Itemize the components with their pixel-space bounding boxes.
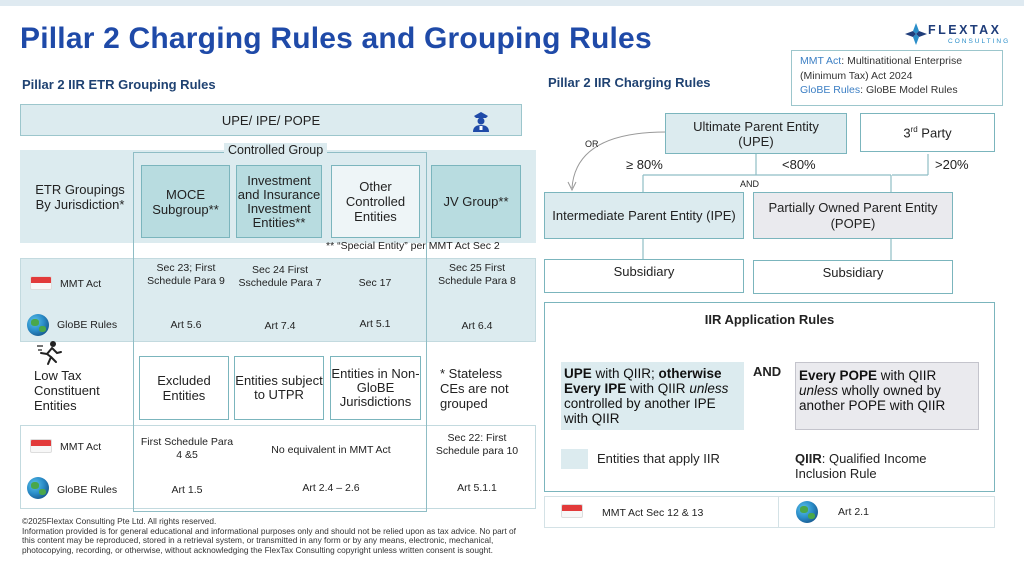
singapore-flag-icon — [561, 504, 583, 518]
rule1-every-ipe: otherwise Every IPE — [564, 366, 722, 396]
footer-copyright: ©2025Flextax Consulting Pte Ltd. All rights reserved. — [22, 516, 217, 526]
upe-box — [665, 113, 847, 154]
third-party-label — [903, 125, 951, 140]
moce-subgroup-label: MOCE Subgroup** — [152, 186, 219, 217]
non-globe-box — [330, 356, 421, 420]
pope-box — [753, 192, 953, 239]
rule1-t3: controlled by another IPE with QIIR — [564, 396, 716, 426]
row1-mmt-label: MMT Act — [60, 278, 102, 290]
globe-icon — [27, 314, 49, 336]
def-mmt-value: : Multinatitional Enterprise (Minimum Tax) Act 2024 — [800, 55, 963, 82]
flextax-logo-icon — [904, 22, 928, 46]
rule-pope-box — [795, 362, 979, 430]
special-entity-note: ** “Special Entity” per MMT Act Sec 2 — [326, 240, 500, 252]
singapore-flag-icon — [30, 276, 52, 290]
third-party-box — [860, 113, 995, 152]
rule2-t1: with QIIR — [877, 368, 937, 383]
pct-ge80: ≥ 80% — [626, 157, 663, 172]
row2-mmt-excluded: First Schedule Para 4 &5 — [140, 436, 234, 461]
jv-group-box — [431, 165, 521, 238]
logo-subtitle: CONSULTING — [948, 38, 1011, 45]
qiir-definition — [795, 451, 975, 481]
footer-disclaimer: Information provided is for general educational and informational purposes only and should not be relied upon as tax advice. No part of this content may be reproduced, stored in a retrieval system, or transmitted in any form or by any means, electronic, mechanical, photocopying, recording, or otherwise, without acknowledging the FlexTax Consulting copyright unless written consent is sought. — [22, 525, 516, 555]
ipe-box — [544, 192, 744, 239]
pct-gt20: >20% — [935, 157, 969, 172]
globe-icon — [27, 477, 49, 499]
top-accent-bar — [0, 0, 1024, 6]
legend-swatch — [561, 449, 588, 469]
running-person-icon — [36, 340, 64, 366]
rule2-every-pope: Every POPE — [799, 368, 878, 383]
moce-subgroup-box — [141, 165, 230, 238]
excluded-entities-box — [139, 356, 229, 420]
row1-mmt-investment: Sec 24 First Sschedule Para 7 — [238, 264, 322, 289]
pct-lt80: <80% — [782, 157, 816, 172]
rule-upe-ipe-text — [564, 366, 741, 426]
row1-globe-jv: Art 6.4 — [461, 320, 493, 332]
qiir-value: : Qualified Income Inclusion Rule — [795, 451, 927, 481]
definitions-box — [791, 50, 1003, 106]
logo-name: FLEXTAX — [928, 23, 1002, 37]
subsidiary-label-2: Subsidiary — [822, 265, 884, 280]
rule2-t2: wholly owned by another POPE with QIIR — [799, 383, 946, 413]
row2-mmt-label: MMT Act — [60, 441, 102, 453]
upe-label: Ultimate Parent Entity (UPE) — [693, 118, 819, 149]
officer-icon — [469, 109, 493, 133]
low-tax-label: Low Tax Constituent Entities — [34, 368, 100, 413]
legend-label: Entities that apply IIR — [597, 451, 720, 466]
other-controlled-label: Other Controlled Entities — [345, 179, 406, 224]
right-heading: Pillar 2 IIR Charging Rules — [548, 75, 711, 90]
third-party-sup: rd — [910, 124, 918, 134]
utpr-entities-label: Entities subject to UTPR — [235, 373, 323, 402]
row2-globe-label: GloBE Rules — [57, 484, 118, 496]
jv-group-label: JV Group** — [443, 194, 509, 209]
row1-globe-label: GloBE Rules — [57, 319, 118, 331]
upe-ipe-pope-bar — [20, 104, 522, 136]
rule1-upe: UPE — [564, 366, 592, 381]
rule-and-label: AND — [753, 364, 782, 379]
rule1-t2: with QIIR — [626, 381, 690, 396]
refs-divider — [778, 496, 779, 528]
def-globe-key: GloBE Rules — [800, 84, 861, 96]
page-title: Pillar 2 Charging Rules and Grouping Rules — [20, 22, 652, 55]
pope-label: Partially Owned Parent Entity (POPE) — [768, 199, 938, 231]
investment-entities-label: Investment and Insurance Investment Entities** — [237, 172, 321, 230]
charging-mmt-ref: MMT Act Sec 12 & 13 — [602, 507, 704, 519]
third-party-text: Party — [917, 125, 952, 141]
or-label: OR — [585, 139, 599, 149]
footer — [22, 517, 522, 555]
rule-pope-text — [799, 368, 975, 413]
excluded-entities-label: Excluded Entities — [157, 373, 211, 403]
subsidiary-label-1: Subsidiary — [613, 264, 675, 279]
row1-globe-other: Art 5.1 — [359, 318, 391, 330]
left-heading: Pillar 2 IIR ETR Grouping Rules — [22, 77, 216, 92]
row1-mmt-moce: Sec 23; First Schedule Para 9 — [147, 262, 225, 287]
etr-grouping-label: ETR Groupings By Jurisdiction* — [35, 182, 125, 212]
row2-globe-stateless: Art 5.1.1 — [457, 482, 497, 494]
controlled-group-label: Controlled Group — [224, 143, 327, 157]
row1-globe-investment: Art 7.4 — [264, 320, 296, 332]
row2-mmt-no-equivalent: No equivalent in MMT Act — [271, 444, 391, 456]
subsidiary-box-1 — [544, 259, 744, 293]
qiir-key: QIIR — [795, 451, 822, 466]
globe-icon — [796, 501, 818, 523]
rule1-t1: with QIIR; — [591, 366, 659, 381]
ipe-label: Intermediate Parent Entity (IPE) — [552, 207, 736, 223]
row1-mmt-other: Sec 17 — [358, 277, 392, 289]
stateless-note: * Stateless CEs are not grouped — [440, 366, 509, 411]
and-connector-label: AND — [740, 179, 760, 189]
third-party-num: 3 — [903, 125, 911, 141]
rule1-unless: unless — [689, 381, 729, 396]
other-controlled-box — [331, 165, 420, 238]
upe-bar-label: UPE/ IPE/ POPE — [221, 113, 321, 128]
utpr-entities-box — [234, 356, 324, 420]
row1-mmt-jv: Sec 25 First Schedule Para 8 — [438, 262, 516, 287]
rule-upe-ipe-box — [561, 362, 744, 430]
rule2-unless: unless — [799, 383, 839, 398]
row2-globe-mid: Art 2.4 – 2.6 — [302, 482, 360, 494]
row1-globe-moce: Art 5.6 — [170, 319, 202, 331]
investment-entities-box — [236, 165, 322, 238]
row2-mmt-stateless: Sec 22: First Schedule para 10 — [435, 432, 519, 457]
singapore-flag-icon — [30, 439, 52, 453]
subsidiary-box-2 — [753, 260, 953, 294]
def-globe-value: : GloBE Model Rules — [860, 84, 958, 96]
def-mmt-key: MMT Act — [800, 55, 842, 67]
iir-rules-title: IIR Application Rules — [704, 312, 835, 327]
row2-globe-excluded: Art 1.5 — [171, 484, 203, 496]
charging-globe-ref: Art 2.1 — [838, 506, 869, 518]
non-globe-label: Entities in Non-GloBE Jurisdictions — [331, 366, 420, 409]
